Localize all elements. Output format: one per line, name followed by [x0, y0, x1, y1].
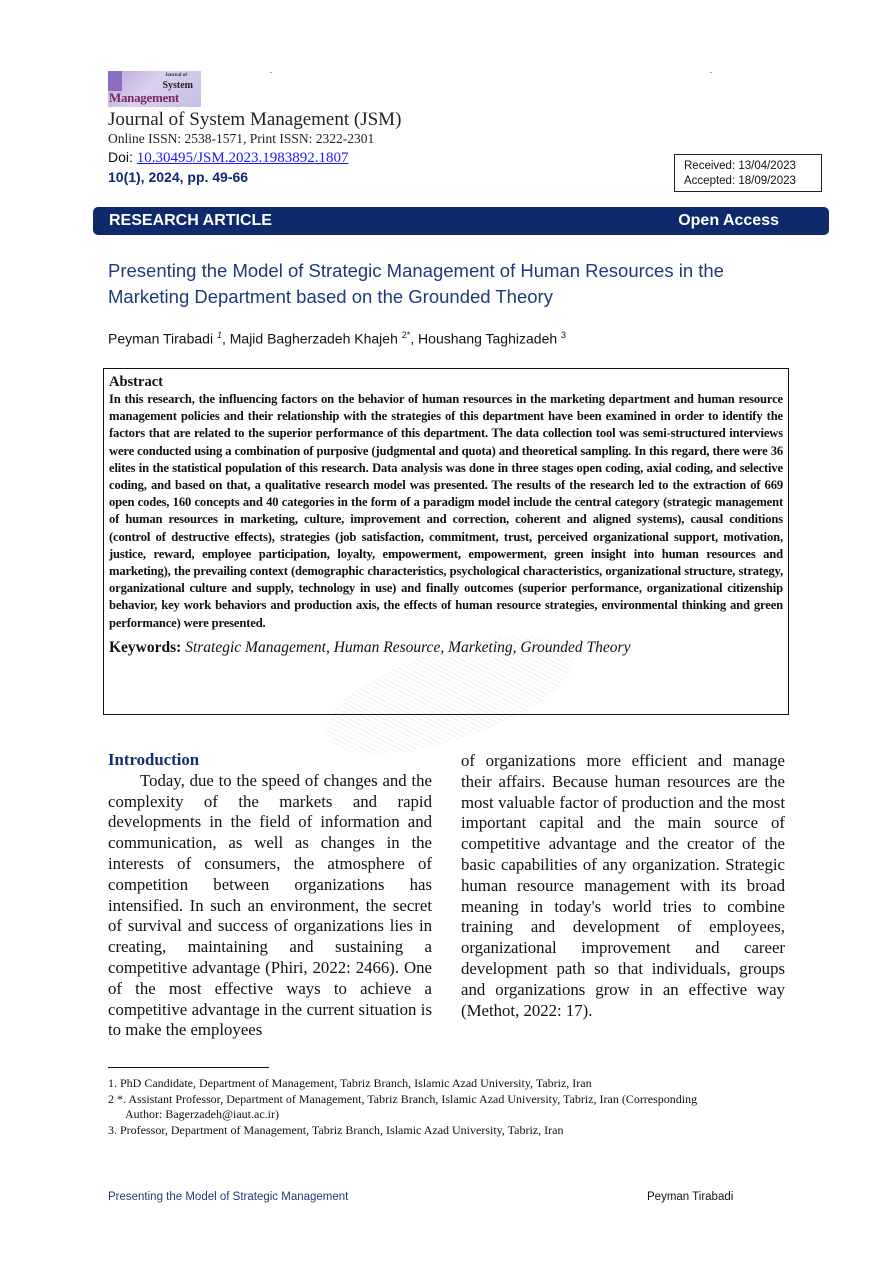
running-footer-author: Peyman Tirabadi [647, 1191, 734, 1203]
logo-swatch [108, 71, 122, 91]
logo-line2: System [162, 80, 193, 91]
research-article-label: RESEARCH ARTICLE [109, 212, 272, 229]
dates-box [674, 154, 822, 192]
scan-mark [710, 72, 712, 73]
keywords-label: Keywords: [109, 638, 186, 656]
author-affiliation-mark: 2* [401, 330, 411, 340]
paper-title: Presenting the Model of Strategic Management of Human Resources in the Marketing Department based on the Grounded Theory [108, 260, 724, 307]
running-footer-title: Presenting the Model of Strategic Management [108, 1191, 349, 1203]
article-type-banner [93, 207, 829, 235]
received-date: Received: 13/04/2023 [684, 160, 796, 172]
volume-info: 10(1), 2024, pp. 49-66 [108, 169, 249, 185]
body-right-column: of organizations more efficient and manage their affairs. Because human resources are the most valuable factor of production and the most important capital and the main source of competitive advantage and the creator of the basic capabilities of any organization. Strategic human resource management with its broad meaning in today's world tries to combine training and development of employees, organizational improvement and career development path so that individuals, groups and organizations grow in an effective way (Methot, 2022: 17). [461, 751, 785, 1020]
author-name: Peyman Tirabadi [108, 330, 217, 347]
logo-line1: Journal of [164, 73, 187, 78]
author-affiliation-mark: 3 [561, 330, 567, 340]
accepted-date: Accepted: 18/09/2023 [684, 175, 796, 187]
keywords-line [109, 639, 783, 657]
author-name: , Houshang Taghizadeh [410, 330, 562, 347]
abstract-text: In this research, the influencing factors on the behavior of human resources in the marketing department and human resource management policies and their relationship with the strategies of this department have been examined in order to identify the factors that are related to the superior performance of this department. The data collection tool was semi-structured interviews were conducted using a combination of purposive (judgmental and quota) and theoretical sampling. In this regard, there were 36 elites in the statistical population of this research. Data analysis was done in three stages open coding, axial coding, and selective coding, and based on that, a qualitative research model was presented. The results of the research led to the extraction of 669 open codes, 160 concepts and 40 categories in the form of a paradigm model include the central category (strategic management of human resources in marketing, culture, improvement and correction, coherent and aligned systems), causal conditions (control of destructive effects), strategies (job satisfaction, commitment, trust, perceived organizational support, motivation, justice, reward, employee participation, loyalty, empowerment, empowerment, green insight into human resources and marketing), the prevailing context (demographic characteristics, psychological characteristics, organizational structure, strategy, organizational culture and supply, technology in use) and finally outcomes (superior performance, organizational citizenship behavior, key work behaviors and production axis, the effects of human resource strategies, environmental thinking and green performance) were presented. [109, 392, 783, 630]
footnote-2: 2 *. Assistant Professor, Department of Management, Tabriz Branch, Islamic Azad University, Tabriz, Iran (Corresponding [108, 1091, 698, 1106]
doi-line [108, 149, 348, 167]
footnote-divider [108, 1067, 269, 1068]
author-affiliation-mark: 1 [216, 330, 222, 340]
abstract-heading: Abstract [109, 374, 163, 390]
issn-line: Online ISSN: 2538-1571, Print ISSN: 2322-2301 [108, 131, 375, 146]
open-access-label: Open Access [678, 212, 779, 229]
keywords-list: Strategic Management, Human Resource, Marketing, Grounded Theory [185, 638, 631, 656]
authors-line [108, 330, 566, 347]
logo-line3: Management [109, 90, 179, 105]
abstract-box [103, 368, 789, 715]
scan-mark [270, 72, 272, 73]
footnote-2-continued: Author: Bagerzadeh@iaut.ac.ir) [125, 1107, 279, 1122]
footnote-1: 1. PhD Candidate, Department of Management, Tabriz Branch, Islamic Azad University, Tabriz, Iran [108, 1076, 592, 1090]
introduction-paragraph: Today, due to the speed of changes and the complexity of the markets and rapid developments in the field of information and communication, as well as changes in the interests of consumers, the atmosphere of competition between organizations has intensified. In such an environment, the secret of survival and success of organizations lies in creating, maintaining and sustaining a competitive advantage (Phiri, 2022: 2466). One of the most effective ways to achieve a competitive advantage in the current situation is to make the employees [108, 770, 432, 1040]
author-name: , Majid Bagherzadeh Khajeh [221, 330, 402, 347]
footnotes [108, 1076, 798, 1138]
body-left-column [108, 750, 432, 1041]
introduction-heading: Introduction [108, 750, 200, 769]
journal-logo [108, 71, 201, 107]
doi-link[interactable]: 10.30495/JSM.2023.1983892.1807 [136, 150, 349, 166]
footnote-3: 3. Professor, Department of Management, Tabriz Branch, Islamic Azad University, Tabriz, Iran [108, 1122, 564, 1137]
doi-label: Doi: [108, 149, 137, 165]
journal-title: Journal of System Management (JSM) [108, 109, 402, 130]
